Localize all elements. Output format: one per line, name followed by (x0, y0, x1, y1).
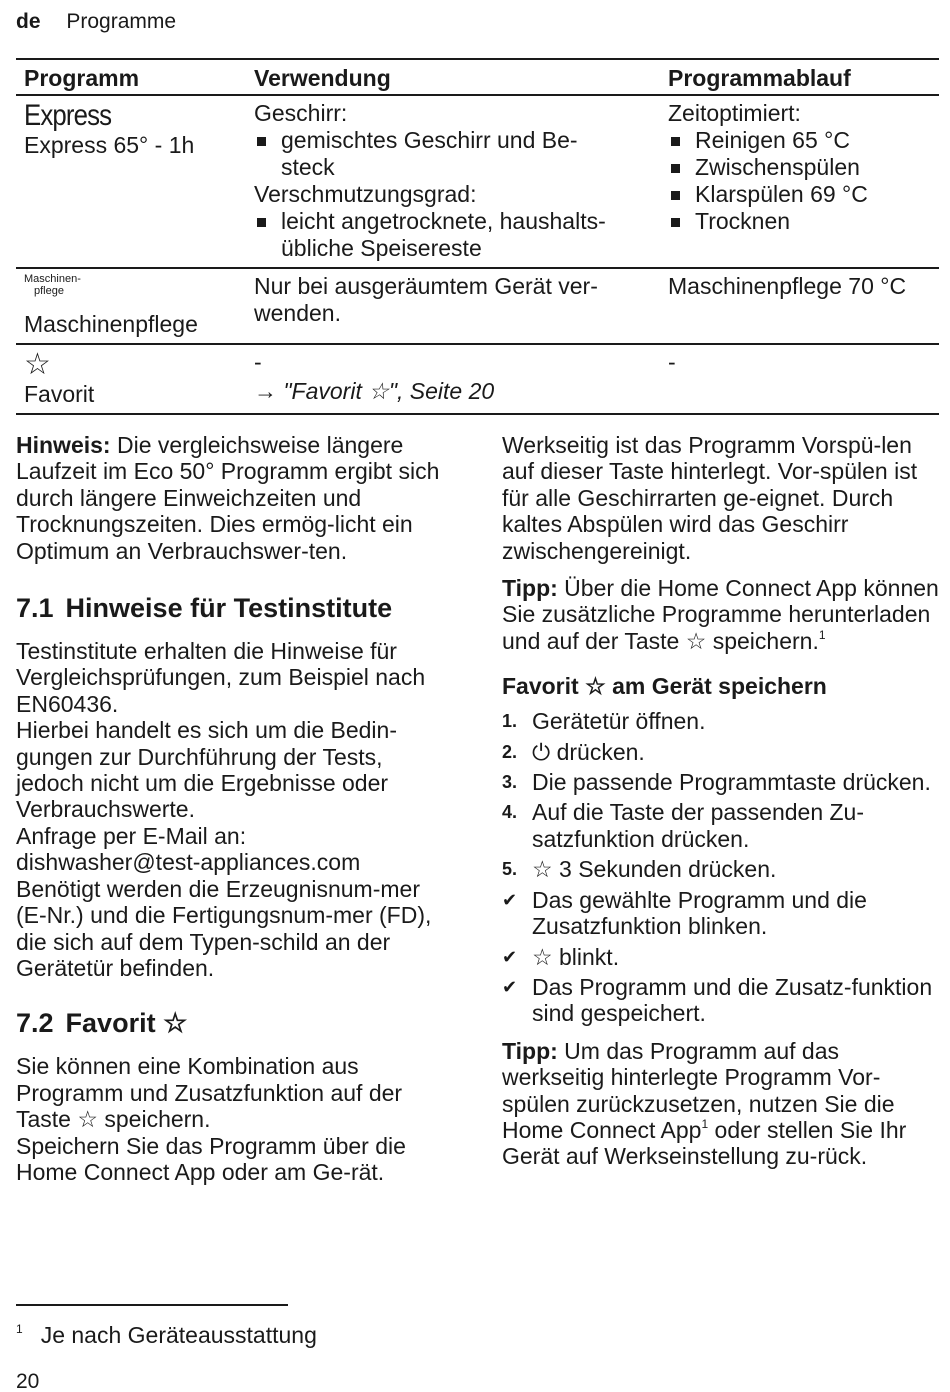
result-item: ✔ Das Programm und die Zusatz-funktion sind gespeichert. (502, 973, 933, 1027)
flow-cell (660, 95, 939, 268)
check-icon: ✔ (502, 889, 518, 910)
page-number: 20 (16, 1370, 40, 1392)
paragraph: Benötigt werden die Erzeugnisnum-mer (E-Nr.) und die Fertigungsnum-mer (FD), die sich auf dem Typen-schild an der Gerätetür befinden. (16, 875, 432, 981)
table-header-row (16, 59, 939, 95)
list-item: Reinigen 65 °C (668, 127, 931, 154)
tip-paragraph: Tipp: Um das Programm auf das werkseitig hinterlegte Programm Vor-spülen zurückzusetzen, nutzen Sie die Home Connect App$^1$ oder stellen Sie Ihr Gerät auf Werkseinstellung zu-rück. (502, 1037, 907, 1170)
paragraph: Testinstitute erhalten die Hinweise für Vergleichsprüfungen, zum Beispiel nach EN60436. (16, 638, 426, 717)
table-row (16, 268, 939, 344)
list-item: leicht angetrocknete, haushalts- übliche Speisereste (254, 208, 652, 262)
page-header (16, 10, 176, 34)
use-label: Verschmutzungsgrad: (254, 181, 477, 207)
express-icon: Express (24, 99, 112, 132)
program-name: Favorit (24, 381, 95, 407)
table-row (16, 95, 939, 268)
program-table (16, 58, 939, 415)
footnote: $^1$ Je nach Geräteausstattung (16, 1322, 317, 1348)
language-code: de (16, 10, 41, 33)
section-heading-7-2: 7.2 Favorit ☆ (16, 1008, 188, 1039)
use-list (254, 208, 652, 262)
note-paragraph: Hinweis: Die vergleichsweise längere Laufzeit im Eco 50° Programm ergibt sich durch längere Einweichzeiten und Trocknungszeiten. Dies ermög-licht ein Optimum an Verbrauchswer-ten. (16, 432, 440, 564)
col-header-verwendung: Verwendung (246, 59, 660, 95)
col-header-programm: Programm (16, 59, 246, 95)
list-item: 1. Gerätetür öffnen. (502, 708, 706, 735)
right-column (502, 432, 940, 1170)
footnote-ref: 1 (701, 1116, 709, 1131)
list-item: Klarspülen 69 °C (668, 181, 931, 208)
program-name: Maschinenpflege (24, 311, 198, 337)
use-cell (246, 95, 660, 268)
paragraph: Werkseitig ist das Programm Vorspü-len auf dieser Taste hinterlegt. Vor-spülen ist für alle Geschirrarten ge-eignet. Durch kaltes Abspülen wird das Geschirr zwischengereinigt. (502, 432, 918, 564)
footnote-ref: 1 (818, 627, 826, 642)
program-cell (16, 268, 246, 344)
list-item: gemischtes Geschirr und Be- steck (254, 127, 652, 181)
footnote-divider (16, 1304, 288, 1306)
list-item: Trocknen (668, 208, 931, 235)
subheading-favorit-speichern: Favorit ☆ am Gerät speichern (502, 673, 827, 700)
list-item: 4. Auf die Taste der passenden Zu-satzfunktion drücken. (502, 799, 865, 852)
steps-list (502, 708, 940, 1026)
check-icon: ✔ (502, 946, 518, 967)
use-list (254, 127, 652, 181)
program-cell (16, 344, 246, 414)
use-cell: - → "Favorit ☆", Seite 20 (246, 344, 660, 414)
cross-reference-link[interactable]: → "Favorit ☆", Seite 20 (254, 378, 495, 404)
program-cell (16, 95, 246, 268)
section-heading-7-1: 7.1 Hinweise für Testinstitute (16, 593, 393, 624)
tip-paragraph: Tipp: Über die Home Connect App können Sie zusätzliche Programme herunterladen und auf der Taste ☆ speichern.$^1$ (502, 575, 939, 654)
use-cell: Nur bei ausgeräumtem Gerät ver-wenden. (246, 268, 660, 344)
flow-label: Zeitoptimiert: (668, 100, 801, 126)
flow-cell: - (660, 344, 939, 414)
use-label: Geschirr: (254, 100, 348, 126)
paragraph: Anfrage per E-Mail an: (16, 822, 247, 849)
list-item: Zwischenspülen (668, 154, 931, 181)
table-row (16, 344, 939, 414)
section-title: Programme (66, 10, 177, 33)
check-icon: ✔ (502, 976, 518, 997)
result-item: ✔ ☆ blinkt. (502, 943, 620, 970)
flow-cell: Maschinenpflege 70 °C (660, 268, 939, 344)
left-column (16, 432, 456, 1185)
result-item: ✔ Das gewählte Programm und die Zusatzfunktion blinken. (502, 886, 867, 940)
maschinenpflege-icon: Maschinen- pflege (24, 273, 81, 297)
col-header-programmablauf: Programmablauf (660, 59, 939, 95)
paragraph: Sie können eine Kombination aus Programm und Zusatzfunktion auf der Taste ☆ speichern. (16, 1053, 403, 1133)
paragraph: Hierbei handelt es sich um die Bedin-gungen zur Durchführung der Tests, jedoch nicht um die Ergebnisse oder Verbrauchswerte. (16, 717, 397, 823)
paragraph: Speichern Sie das Programm über die Home Connect App oder am Ge-rät. (16, 1132, 406, 1185)
list-item: 5. ☆ 3 Sekunden drücken. (502, 856, 777, 883)
star-icon: ☆ (24, 348, 51, 381)
flow-list (668, 127, 931, 235)
list-item: 3. Die passende Programmtaste drücken. (502, 769, 931, 796)
list-item: 2. ⏻ drücken. (502, 738, 645, 765)
email-link[interactable]: dishwasher@test-appliances.com (16, 849, 361, 876)
program-name: Express 65° - 1h (24, 132, 195, 158)
